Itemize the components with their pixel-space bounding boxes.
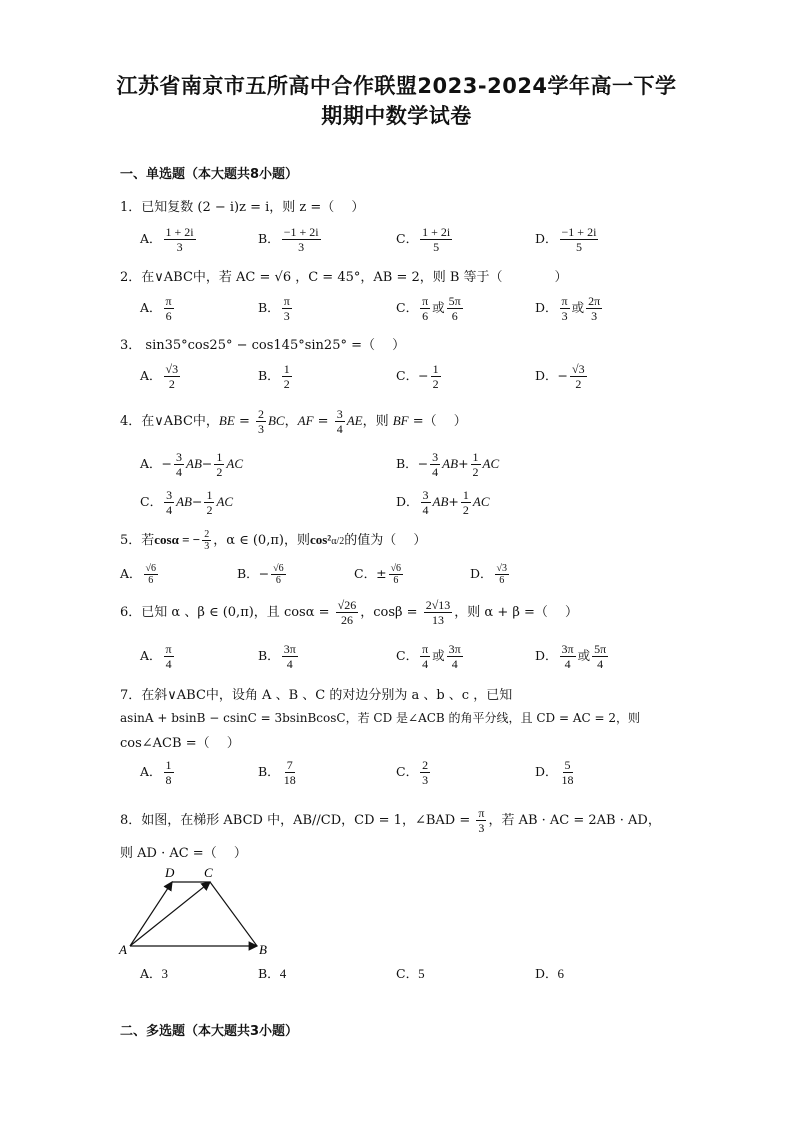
q2-option-c[interactable]: C． $\frac{\pi}{6}$ 或 $\frac{5\pi}{6}$ <box>396 294 461 323</box>
question-3-stem: 3． sin35°cos25° − cos145°sin25° =（ ） <box>120 338 406 353</box>
q5-option-a[interactable]: A． $\frac{√6}{6}$ <box>120 563 157 586</box>
question-7-line2: asinA + bsinB − csinC = 3bsinBcosC，若 CD 是∠ACB 的角平分线，且 CD = AC = 2，则 <box>120 711 641 725</box>
q7-option-b[interactable]: B． $\frac{7}{18}$ <box>258 758 296 787</box>
section-heading-multiple-choice: 二、多选题（本大题共3小题） <box>120 1024 299 1039</box>
q3-option-c[interactable]: C．− $\frac{1}{2}$ <box>396 362 439 391</box>
label-a: A <box>119 942 127 957</box>
q2-option-a[interactable]: A． $\frac{\pi}{6}$ <box>140 294 172 323</box>
q6-option-c[interactable]: C． $\frac{\pi}{4}$ 或 $\frac{3\pi}{4}$ <box>396 642 461 671</box>
q4-option-d[interactable]: D． $\frac{3}{4}$ AB+ $\frac{1}{2}$ AC <box>396 488 490 517</box>
q3-option-d[interactable]: D．− $\frac{√3}{2}$ <box>535 362 585 391</box>
question-4-stem: 4．在∨ABC中，BE = $\frac{2}{3}$ BC，AF = $\frac{3}{4}$ AE，则 BF =（ ） <box>120 407 467 436</box>
q3-option-b[interactable]: B． $\frac{1}{2}$ <box>258 362 290 391</box>
q6-option-b[interactable]: B． $\frac{3\pi}{4}$ <box>258 642 296 671</box>
q6-option-d[interactable]: D． $\frac{3\pi}{4}$ 或 $\frac{5\pi}{4}$ <box>535 642 607 671</box>
q4-option-b[interactable]: B．− $\frac{3}{4}$ AB+ $\frac{1}{2}$ AC <box>396 450 500 479</box>
label-b: B <box>259 942 267 957</box>
q2-option-d[interactable]: D． $\frac{\pi}{3}$ 或 $\frac{2\pi}{3}$ <box>535 294 601 323</box>
q7-option-a[interactable]: A． $\frac{1}{8}$ <box>140 758 172 787</box>
q1-c-fraction: $\frac{1 + 2i}{5}$ <box>422 225 451 254</box>
q5-option-d[interactable]: D． $\frac{√3}{6}$ <box>470 563 508 586</box>
label-c: C <box>204 865 213 880</box>
document-title-line1: 江苏省南京市五所高中合作联盟2023-2024学年高一下学 <box>116 74 677 98</box>
question-6-stem: 6．已知 α 、β ∈ (0,π)，且 cosα = $\frac{√26}{26}$ ，cosβ = $\frac{2√13}{13}$ ，则 α + β =（ ） <box>120 598 579 627</box>
q8-option-c[interactable]: C．5 <box>396 966 425 981</box>
q8-option-d[interactable]: D．6 <box>535 966 565 981</box>
question-5-stem: 5．若cosα = − $\frac{2}{3}$ ，α ∈ (0,π)，则cos²α/2的值为（ ） <box>120 529 427 552</box>
q8-option-a[interactable]: A．3 <box>140 966 169 981</box>
question-2-stem: 2．在∨ABC中，若 AC = √6 ，C = 45°，AB = 2，则 B 等于（ ） <box>120 270 568 285</box>
q8-option-b[interactable]: B．4 <box>258 966 287 981</box>
question-7-line3: cos∠ACB =（ ） <box>120 736 240 751</box>
q2-option-b[interactable]: B． $\frac{\pi}{3}$ <box>258 294 290 323</box>
q5-option-c[interactable]: C．± $\frac{√6}{6}$ <box>354 563 402 586</box>
q6-option-a[interactable]: A． $\frac{\pi}{4}$ <box>140 642 172 671</box>
q7-option-d[interactable]: D． $\frac{5}{18}$ <box>535 758 574 787</box>
label-d: D <box>165 865 175 880</box>
section-heading-single-choice: 一、单选题（本大题共8小题） <box>120 167 299 182</box>
q1-option-c[interactable]: C． $\frac{1 + 2i}{5}$ <box>396 225 451 254</box>
q7-option-c[interactable]: C． $\frac{2}{3}$ <box>396 758 429 787</box>
question-8-line1: 8．如图，在梯形 ABCD 中，AB//CD，CD = 1，∠BAD = $\frac{\pi}{3}$ ，若 AB · AC = 2AB · AD， <box>120 806 661 835</box>
q5-option-b[interactable]: B．− $\frac{√6}{6}$ <box>237 563 284 586</box>
question-1-stem: 1．已知复数 (2 − i)z = i，则 z =（ ） <box>120 200 365 215</box>
q1-d-fraction: $\frac{-1 + 2i}{5}$ <box>561 225 597 254</box>
question-7-line1: 7．在斜∨ABC中，设角 A 、B 、C 的对边分别为 a 、b 、c ，已知 <box>120 688 513 703</box>
q1-option-a[interactable]: A． $\frac{1 + 2i}{3}$ <box>140 225 194 254</box>
segment-ad <box>130 882 172 946</box>
q3-option-a[interactable]: A． $\frac{√3}{2}$ <box>140 362 179 391</box>
q1-option-d[interactable]: D． $\frac{-1 + 2i}{5}$ <box>535 225 597 254</box>
q1-a-fraction: $\frac{1 + 2i}{3}$ <box>165 225 194 254</box>
question-8-line2: 则 AD · AC =（ ） <box>120 846 247 861</box>
q1-b-fraction: $\frac{-1 + 2i}{3}$ <box>283 225 319 254</box>
q1-option-b[interactable]: B． $\frac{-1 + 2i}{3}$ <box>258 225 319 254</box>
q4-option-c[interactable]: C． $\frac{3}{4}$ AB− $\frac{1}{2}$ AC <box>140 488 234 517</box>
trapezoid-figure <box>115 860 285 960</box>
segment-ac <box>130 882 210 946</box>
segment-cb <box>210 882 257 946</box>
q4-option-a[interactable]: A．− $\frac{3}{4}$ AB− $\frac{1}{2}$ AC <box>140 450 244 479</box>
document-title-line2: 期期中数学试卷 <box>321 104 472 128</box>
